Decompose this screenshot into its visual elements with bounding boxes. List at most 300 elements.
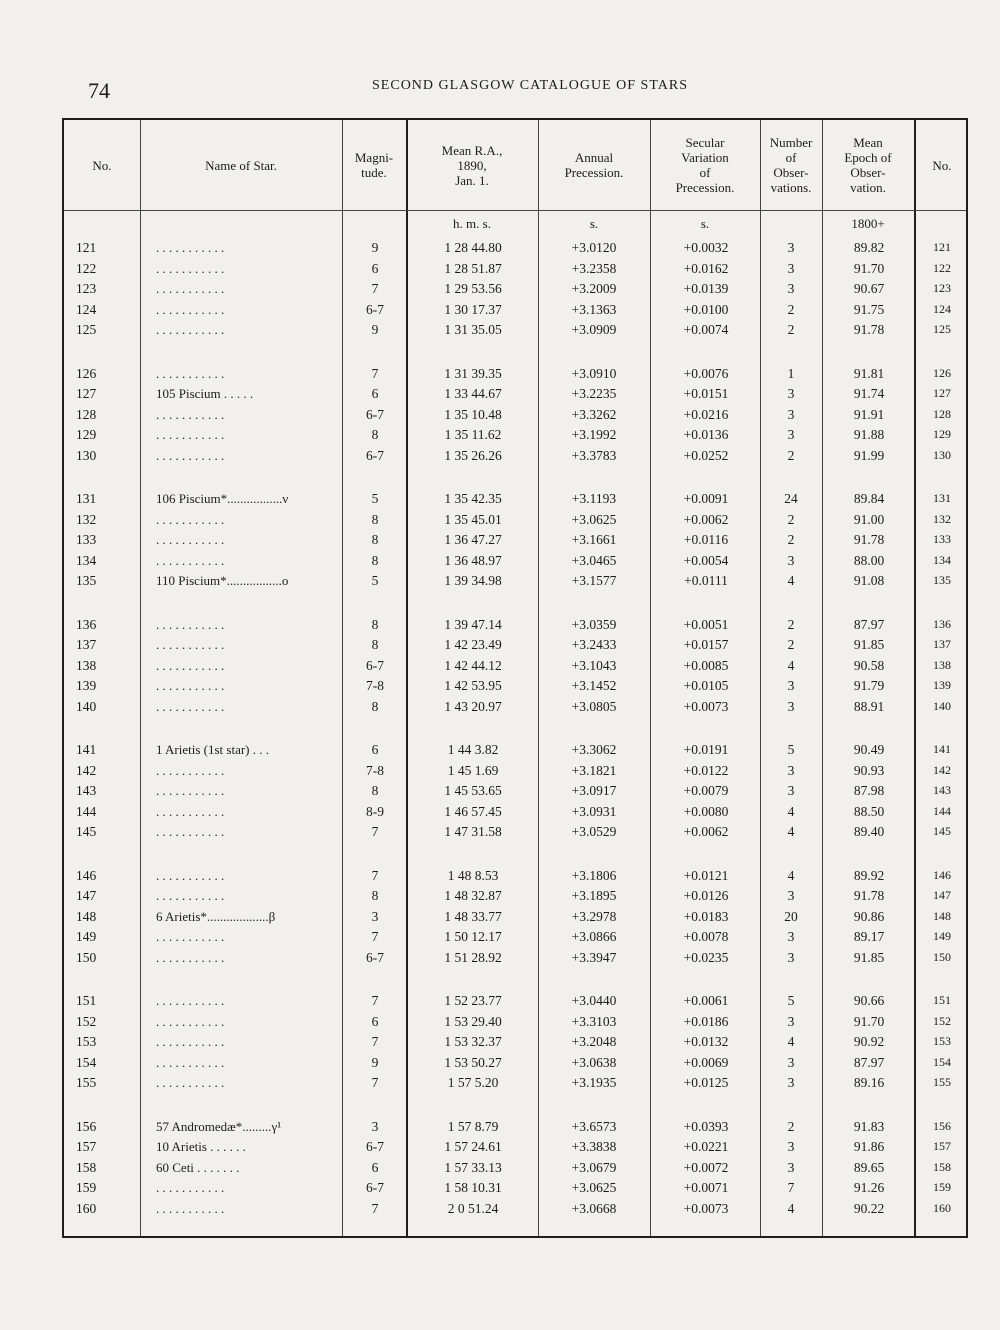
mean-ra: 1 57 24.61 (444, 1139, 502, 1154)
mean-ra: 1 28 44.80 (444, 240, 502, 255)
table-row (64, 637, 970, 657)
table-row (64, 993, 970, 1013)
secular-variation: +0.0079 (683, 783, 729, 798)
secular-variation: +0.0091 (683, 491, 729, 506)
magnitude: 5 (371, 491, 379, 506)
units-precession: s. (589, 216, 599, 231)
table-row (64, 1034, 970, 1054)
mean-ra: 1 58 10.31 (444, 1180, 502, 1195)
mean-epoch: 88.00 (853, 552, 885, 568)
star-name: 106 Piscium*.................ν (156, 491, 289, 506)
star-name: . . . . . . . . . . . (156, 1054, 225, 1070)
star-number-right: 148 (933, 908, 951, 923)
mean-epoch: 89.17 (853, 929, 885, 944)
secular-variation: +0.0078 (683, 929, 729, 944)
secular-variation: +0.0076 (683, 365, 729, 381)
magnitude: 9 (371, 1054, 379, 1070)
mean-epoch: 91.00 (853, 511, 885, 527)
mean-ra: 1 45 1.69 (447, 762, 499, 778)
star-number: 141 (76, 742, 97, 757)
star-name: 57 Andromedæ*.........γ¹ (156, 1118, 282, 1134)
annual-precession: +3.6573 (571, 1118, 617, 1134)
star-number: 132 (76, 511, 97, 527)
secular-variation: +0.0073 (683, 698, 729, 714)
star-name: . . . . . . . . . . . (156, 447, 225, 463)
secular-variation: +0.0162 (683, 260, 729, 276)
star-number: 138 (76, 657, 97, 673)
magnitude: 8 (371, 532, 379, 547)
table-row (64, 929, 970, 949)
magnitude: 6-7 (366, 301, 384, 317)
table-row (64, 909, 970, 929)
secular-variation: +0.0122 (683, 762, 729, 778)
star-number-right: 144 (933, 803, 951, 818)
star-name: . . . . . . . . . . . (156, 552, 225, 568)
mean-ra: 1 31 35.05 (444, 322, 502, 337)
observation-count: 4 (787, 657, 795, 673)
table-row (64, 699, 970, 719)
magnitude: 6-7 (366, 1180, 384, 1195)
star-name: . . . . . . . . . . . (156, 260, 225, 276)
annual-precession: +3.2978 (571, 908, 617, 924)
mean-epoch: 90.58 (853, 657, 885, 673)
magnitude: 5 (371, 573, 379, 588)
header-number-of-observations: Number of Obser- vations. (769, 135, 813, 195)
observation-count: 3 (787, 678, 795, 693)
table-row (64, 448, 970, 468)
star-number: 160 (76, 1200, 97, 1216)
mean-epoch: 89.16 (853, 1075, 885, 1090)
secular-variation: +0.0073 (683, 1200, 729, 1216)
star-name: . . . . . . . . . . . (156, 762, 225, 778)
mean-epoch: 89.65 (853, 1159, 885, 1175)
annual-precession: +3.3838 (571, 1139, 617, 1154)
table-row (64, 824, 970, 844)
mean-ra: 1 35 10.48 (444, 406, 502, 422)
star-number-right: 136 (933, 616, 951, 631)
annual-precession: +3.3103 (571, 1013, 617, 1029)
star-number: 123 (76, 281, 97, 296)
mean-ra: 1 48 8.53 (447, 867, 499, 883)
star-number: 158 (76, 1159, 97, 1175)
secular-variation: +0.0126 (683, 888, 729, 903)
star-number-right: 160 (933, 1200, 951, 1215)
magnitude: 3 (371, 908, 379, 924)
star-number: 126 (76, 365, 97, 381)
mean-epoch: 91.75 (853, 301, 885, 317)
mean-ra: 1 50 12.17 (444, 929, 502, 944)
table-row (64, 868, 970, 888)
mean-ra: 1 35 11.62 (444, 427, 502, 442)
observation-count: 4 (787, 573, 795, 588)
observation-count: 4 (787, 1034, 795, 1049)
observation-count: 3 (787, 281, 795, 296)
star-number: 140 (76, 698, 97, 714)
header-secular-variation: Secular Variation of Precession. (675, 135, 735, 195)
mean-epoch: 91.78 (853, 888, 885, 903)
star-name: . . . . . . . . . . . (156, 803, 225, 819)
table-row (64, 532, 970, 552)
magnitude: 8 (371, 888, 379, 903)
observation-count: 2 (787, 1118, 795, 1134)
star-number-right: 150 (933, 949, 951, 964)
star-number-right: 139 (933, 678, 951, 692)
mean-epoch: 91.86 (853, 1139, 885, 1154)
mean-epoch: 89.92 (853, 867, 885, 883)
table-row (64, 427, 970, 447)
star-number-right: 121 (933, 240, 951, 254)
secular-variation: +0.0235 (683, 949, 729, 965)
table-row (64, 573, 970, 593)
mean-ra: 1 42 44.12 (444, 657, 502, 673)
star-number: 151 (76, 993, 97, 1008)
table-row (64, 1119, 970, 1139)
secular-variation: +0.0183 (683, 908, 729, 924)
observation-count: 2 (787, 616, 795, 632)
mean-ra: 1 53 32.37 (444, 1034, 502, 1049)
mean-ra: 2 0 51.24 (447, 1200, 499, 1216)
observation-count: 3 (787, 260, 795, 276)
units-secular: s. (700, 216, 710, 231)
mean-ra: 1 48 32.87 (444, 888, 502, 903)
mean-epoch: 91.99 (853, 447, 885, 463)
star-name: . . . . . . . . . . . (156, 616, 225, 632)
mean-ra: 1 43 20.97 (444, 698, 502, 714)
observation-count: 2 (787, 322, 795, 337)
annual-precession: +3.3947 (571, 949, 617, 965)
secular-variation: +0.0105 (683, 678, 729, 693)
table-row (64, 386, 970, 406)
star-name: . . . . . . . . . . . (156, 637, 225, 652)
magnitude: 8 (371, 783, 379, 798)
mean-ra: 1 31 39.35 (444, 365, 502, 381)
annual-precession: +3.1895 (571, 888, 617, 903)
star-number-right: 158 (933, 1159, 951, 1174)
star-number-right: 137 (933, 637, 951, 651)
star-number: 142 (76, 762, 97, 778)
mean-epoch: 91.26 (853, 1180, 885, 1195)
star-number-right: 124 (933, 301, 951, 316)
annual-precession: +3.1661 (571, 532, 617, 547)
star-name: . . . . . . . . . . . (156, 1034, 225, 1049)
star-name: . . . . . . . . . . . (156, 322, 225, 337)
mean-epoch: 91.79 (853, 678, 885, 693)
mean-ra: 1 44 3.82 (447, 742, 499, 757)
table-row (64, 678, 970, 698)
star-number-right: 151 (933, 993, 951, 1007)
secular-variation: +0.0061 (683, 993, 729, 1008)
observation-count: 2 (787, 511, 795, 527)
star-number-right: 131 (933, 491, 951, 505)
observation-count: 2 (787, 301, 795, 317)
mean-ra: 1 35 26.26 (444, 447, 502, 463)
table-row (64, 804, 970, 824)
magnitude: 8 (371, 552, 379, 568)
observation-count: 1 (787, 365, 795, 381)
mean-epoch: 91.88 (853, 427, 885, 442)
star-number: 129 (76, 427, 97, 442)
star-number-right: 125 (933, 322, 951, 336)
observation-count: 3 (787, 698, 795, 714)
magnitude: 6-7 (366, 657, 384, 673)
page-number: 74 (88, 78, 110, 103)
running-title: SECOND GLASGOW CATALOGUE OF STARS (372, 78, 688, 93)
secular-variation: +0.0252 (683, 447, 729, 463)
magnitude: 6 (371, 742, 379, 757)
star-number-right: 128 (933, 406, 951, 421)
table-row (64, 1160, 970, 1180)
mean-ra: 1 51 28.92 (444, 949, 502, 965)
mean-epoch: 91.91 (853, 406, 885, 422)
star-catalogue-table (62, 118, 968, 1238)
observation-count: 3 (787, 1054, 795, 1070)
star-number: 159 (76, 1180, 97, 1195)
observation-count: 2 (787, 637, 795, 652)
secular-variation: +0.0132 (683, 1034, 729, 1049)
observation-count: 3 (787, 552, 795, 568)
secular-variation: +0.0157 (683, 637, 729, 652)
mean-ra: 1 53 50.27 (444, 1054, 502, 1070)
secular-variation: +0.0393 (683, 1118, 729, 1134)
mean-ra: 1 35 42.35 (444, 491, 502, 506)
star-name: 1 Arietis (1st star) . . . (156, 742, 270, 757)
secular-variation: +0.0139 (683, 281, 729, 296)
star-name: . . . . . . . . . . . (156, 365, 225, 381)
mean-epoch: 91.70 (853, 1013, 885, 1029)
magnitude: 7 (371, 867, 379, 883)
secular-variation: +0.0051 (683, 616, 729, 632)
annual-precession: +3.1043 (571, 657, 617, 673)
star-number-right: 122 (933, 260, 951, 275)
header-rule (64, 210, 966, 211)
annual-precession: +3.0625 (571, 1180, 617, 1195)
annual-precession: +3.0866 (571, 929, 617, 944)
star-number: 146 (76, 867, 97, 883)
magnitude: 7 (371, 929, 379, 944)
observation-count: 5 (787, 993, 795, 1008)
star-number-right: 138 (933, 657, 951, 672)
star-number: 157 (76, 1139, 97, 1154)
mean-epoch: 90.93 (853, 762, 885, 778)
star-name: 6 Arietis*...................β (156, 908, 276, 924)
observation-count: 20 (784, 908, 798, 924)
observation-count: 5 (787, 742, 795, 757)
secular-variation: +0.0032 (683, 240, 729, 255)
secular-variation: +0.0116 (683, 532, 729, 547)
star-number: 147 (76, 888, 97, 903)
star-name: . . . . . . . . . . . (156, 1013, 225, 1029)
annual-precession: +3.0917 (571, 783, 617, 798)
observation-count: 3 (787, 1139, 795, 1154)
magnitude: 3 (371, 1118, 379, 1134)
star-number-right: 135 (933, 573, 951, 587)
mean-epoch: 91.81 (853, 365, 885, 381)
mean-epoch: 88.91 (853, 698, 885, 714)
star-name: . . . . . . . . . . . (156, 824, 225, 839)
mean-ra: 1 29 53.56 (444, 281, 502, 296)
annual-precession: +3.0120 (571, 240, 617, 255)
mean-ra: 1 36 48.97 (444, 552, 502, 568)
magnitude: 8 (371, 637, 379, 652)
mean-ra: 1 35 45.01 (444, 511, 502, 527)
mean-ra: 1 57 8.79 (447, 1118, 499, 1134)
star-number: 136 (76, 616, 97, 632)
star-number: 150 (76, 949, 97, 965)
star-number: 134 (76, 552, 97, 568)
star-number: 143 (76, 783, 97, 798)
mean-epoch: 89.82 (853, 240, 885, 255)
header-mean-epoch: Mean Epoch of Obser- vation. (844, 135, 892, 195)
star-name: . . . . . . . . . . . (156, 993, 225, 1008)
table-row (64, 491, 970, 511)
mean-epoch: 91.83 (853, 1118, 885, 1134)
header-annual-precession: Annual Precession. (564, 150, 624, 180)
star-name: 110 Piscium*.................o (156, 573, 289, 588)
observation-count: 4 (787, 1200, 795, 1216)
table-row (64, 617, 970, 637)
star-number-right: 123 (933, 281, 951, 295)
annual-precession: +3.0625 (571, 511, 617, 527)
annual-precession: +3.0529 (571, 824, 617, 839)
star-number: 124 (76, 301, 97, 317)
star-name: . . . . . . . . . . . (156, 406, 225, 422)
magnitude: 6 (371, 386, 379, 401)
secular-variation: +0.0100 (683, 301, 729, 317)
star-name: 10 Arietis . . . . . . (156, 1139, 246, 1154)
mean-ra: 1 46 57.45 (444, 803, 502, 819)
secular-variation: +0.0136 (683, 427, 729, 442)
header-no-right: No. (932, 157, 952, 173)
mean-ra: 1 30 17.37 (444, 301, 502, 317)
star-name: . . . . . . . . . . . (156, 949, 225, 965)
magnitude: 9 (371, 240, 379, 255)
star-number: 156 (76, 1118, 97, 1134)
star-number: 130 (76, 447, 97, 463)
secular-variation: +0.0054 (683, 552, 729, 568)
table-row (64, 950, 970, 970)
star-number: 121 (76, 240, 97, 255)
star-name: . . . . . . . . . . . (156, 281, 225, 296)
star-number: 144 (76, 803, 97, 819)
star-number-right: 127 (933, 386, 951, 400)
units-epoch: 1800+ (851, 216, 885, 231)
mean-ra: 1 42 53.95 (444, 678, 502, 693)
annual-precession: +3.0909 (571, 322, 617, 337)
magnitude: 7 (371, 365, 379, 381)
secular-variation: +0.0085 (683, 657, 729, 673)
magnitude: 7 (371, 1034, 379, 1049)
magnitude: 6 (371, 1159, 379, 1175)
star-number-right: 147 (933, 888, 951, 902)
annual-precession: +3.1452 (571, 678, 617, 693)
table-row (64, 407, 970, 427)
magnitude: 6-7 (366, 447, 384, 463)
secular-variation: +0.0221 (683, 1139, 729, 1154)
star-number-right: 159 (933, 1180, 951, 1194)
secular-variation: +0.0186 (683, 1013, 729, 1029)
annual-precession: +3.1935 (571, 1075, 617, 1090)
magnitude: 7 (371, 281, 379, 296)
mean-epoch: 90.49 (853, 742, 885, 757)
annual-precession: +3.2009 (571, 281, 617, 296)
table-row (64, 261, 970, 281)
observation-count: 3 (787, 1075, 795, 1090)
table-row (64, 742, 970, 762)
secular-variation: +0.0216 (683, 406, 729, 422)
star-number: 122 (76, 260, 97, 276)
mean-ra: 1 42 23.49 (444, 637, 502, 652)
mean-epoch: 89.40 (853, 824, 885, 839)
annual-precession: +3.0805 (571, 698, 617, 714)
annual-precession: +3.1193 (571, 491, 617, 506)
secular-variation: +0.0062 (683, 511, 729, 527)
star-name: . . . . . . . . . . . (156, 240, 225, 255)
star-name: . . . . . . . . . . . (156, 698, 225, 714)
annual-precession: +3.1577 (571, 573, 617, 588)
mean-epoch: 90.67 (853, 281, 885, 296)
star-name: . . . . . . . . . . . (156, 657, 225, 673)
magnitude: 7-8 (366, 678, 384, 693)
star-name: . . . . . . . . . . . (156, 532, 225, 547)
annual-precession: +3.3262 (571, 406, 617, 422)
secular-variation: +0.0080 (683, 803, 729, 819)
star-name: . . . . . . . . . . . (156, 888, 225, 903)
star-number: 139 (76, 678, 97, 693)
mean-epoch: 90.22 (853, 1200, 885, 1216)
observation-count: 3 (787, 1159, 795, 1175)
mean-epoch: 91.08 (853, 573, 885, 588)
observation-count: 4 (787, 824, 795, 839)
table-row (64, 1139, 970, 1159)
star-number-right: 156 (933, 1118, 951, 1133)
mean-ra: 1 53 29.40 (444, 1013, 502, 1029)
star-name: . . . . . . . . . . . (156, 1180, 225, 1195)
star-number: 137 (76, 637, 97, 652)
observation-count: 4 (787, 867, 795, 883)
observation-count: 3 (787, 888, 795, 903)
units-ra: h. m. s. (453, 216, 491, 231)
star-number-right: 132 (933, 511, 951, 526)
observation-count: 3 (787, 386, 795, 401)
star-number-right: 152 (933, 1013, 951, 1028)
magnitude: 7 (371, 824, 379, 839)
star-number-right: 155 (933, 1075, 951, 1089)
header-name: Name of Star. (205, 157, 277, 173)
observation-count: 3 (787, 949, 795, 965)
observation-count: 3 (787, 1013, 795, 1029)
table-row (64, 658, 970, 678)
star-number-right: 134 (933, 552, 951, 567)
star-number-right: 140 (933, 698, 951, 713)
header-no: No. (92, 157, 112, 173)
annual-precession: +3.3062 (571, 742, 617, 757)
mean-ra: 1 47 31.58 (444, 824, 502, 839)
star-number-right: 126 (933, 365, 951, 380)
magnitude: 8 (371, 427, 379, 442)
observation-count: 3 (787, 929, 795, 944)
table-row (64, 888, 970, 908)
table-row (64, 1055, 970, 1075)
annual-precession: +3.0359 (571, 616, 617, 632)
star-name: . . . . . . . . . . . (156, 1075, 225, 1090)
table-row (64, 1014, 970, 1034)
magnitude: 9 (371, 322, 379, 337)
magnitude: 6 (371, 1013, 379, 1029)
magnitude: 7 (371, 1075, 379, 1090)
star-number: 128 (76, 406, 97, 422)
annual-precession: +3.0465 (571, 552, 617, 568)
annual-precession: +3.0931 (571, 803, 617, 819)
